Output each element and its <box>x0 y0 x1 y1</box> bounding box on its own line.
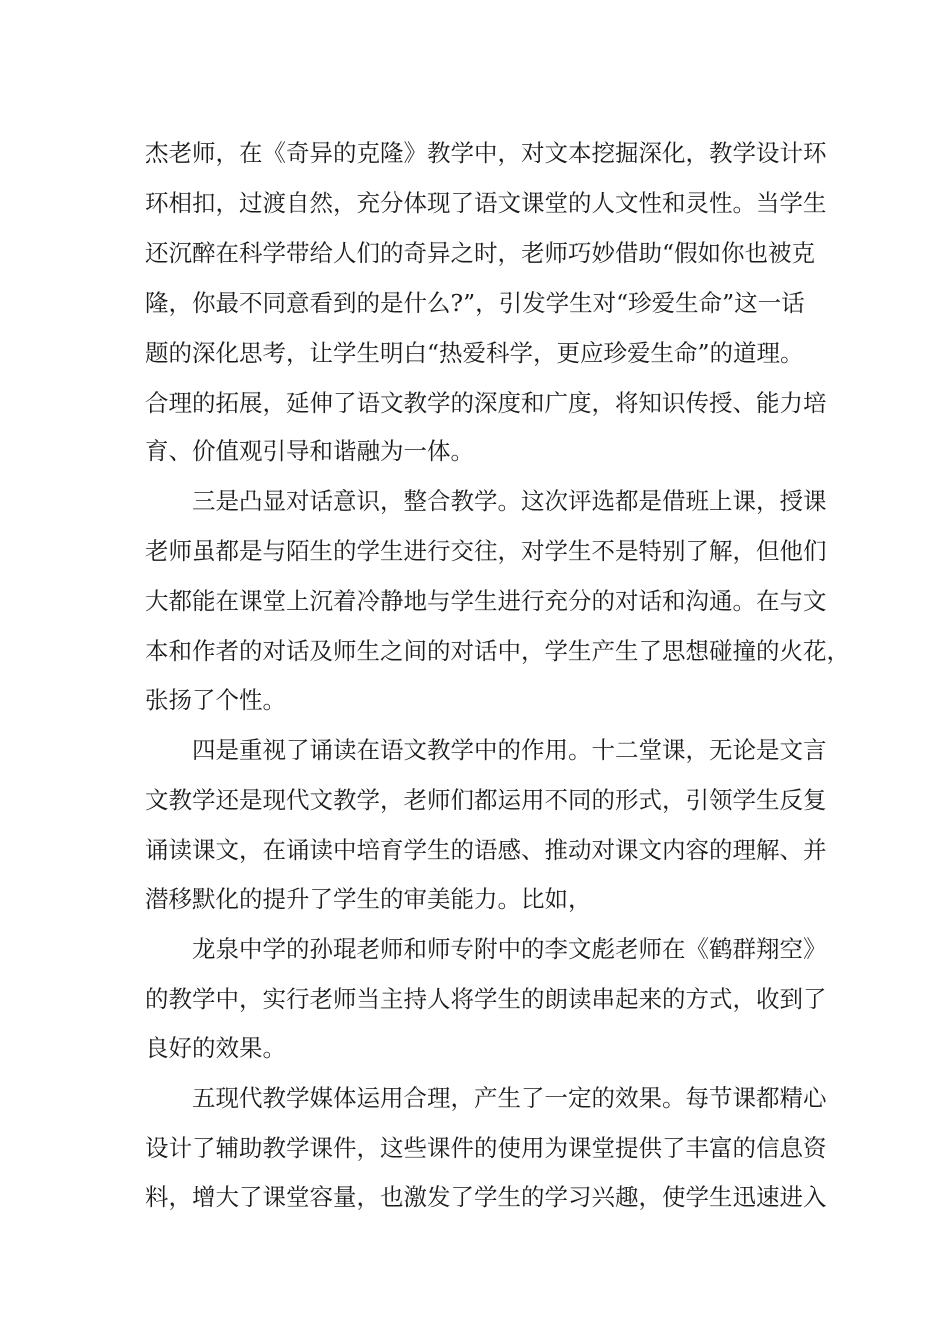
text-line: 育、价值观引导和谐融为一体。 <box>145 437 474 465</box>
text-line: 老师虽都是与陌生的学生进行交往，对学生不是特别了解，但他们 <box>145 537 827 565</box>
text-line: 环相扣，过渡自然，充分体现了语文课堂的人文性和灵性。当学生 <box>145 189 827 217</box>
text-line: 合理的拓展，延伸了语文教学的深度和广度，将知识传授、能力培 <box>145 389 827 417</box>
text-line: 潜移默化的提升了学生的审美能力。比如， <box>145 885 592 913</box>
text-line: 良好的效果。 <box>145 1034 286 1062</box>
text-line: 的教学中，实行老师当主持人将学生的朗读串起来的方式，收到了 <box>145 985 827 1013</box>
paragraph-first-line: 五现代教学媒体运用合理，产生了一定的效果。每节课都精心 <box>192 1084 827 1112</box>
text-line: 料，增大了课堂容量，也激发了学生的学习兴趣，使学生迅速进入 <box>145 1183 827 1211</box>
text-line: 大都能在课堂上沉着冷静地与学生进行充分的对话和沟通。在与文 <box>145 587 827 615</box>
paragraph-first-line: 三是凸显对话意识，整合教学。这次评选都是借班上课，授课 <box>192 487 827 515</box>
paragraph-first-line: 四是重视了诵读在语文教学中的作用。十二堂课，无论是文言 <box>192 736 827 764</box>
text-line: 杰老师，在《奇异的克隆》教学中，对文本挖掘深化，教学设计环 <box>145 139 827 167</box>
text-line: 还沉醉在科学带给人们的奇异之时，老师巧妙借助“假如你也被克 <box>145 239 816 267</box>
text-line: 张扬了个性。 <box>145 686 286 714</box>
text-line: 设计了辅助教学课件，这些课件的使用为课堂提供了丰富的信息资 <box>145 1134 827 1162</box>
text-line: 隆，你最不同意看到的是什么?”，引发学生对“珍爱生命”这一话 <box>145 289 805 317</box>
paragraph-first-line: 龙泉中学的孙琨老师和师专附中的李文彪老师在《鹤群翔空》 <box>192 935 827 963</box>
text-line: 诵读课文，在诵读中培育学生的语感、推动对课文内容的理解、并 <box>145 836 827 864</box>
text-line: 题的深化思考，让学生明白“热爱科学，更应珍爱生命”的道理。 <box>145 339 804 367</box>
text-line: 本和作者的对话及师生之间的对话中，学生产生了思想碰撞的火花， <box>145 637 850 665</box>
text-line: 文教学还是现代文教学，老师们都运用不同的形式，引领学生反复 <box>145 786 827 814</box>
